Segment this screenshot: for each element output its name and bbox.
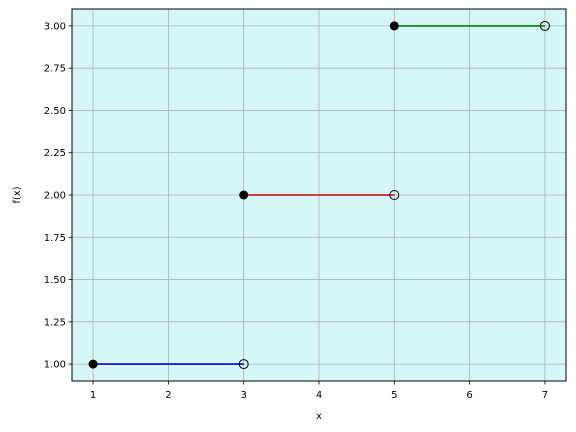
x-tick-label: 2	[165, 390, 172, 401]
segment-3-closed-point	[390, 21, 399, 30]
x-tick-label: 7	[541, 390, 549, 401]
y-tick-label: 1.75	[43, 232, 66, 244]
y-tick-label: 2.50	[43, 105, 66, 117]
x-tick-label: 4	[315, 390, 323, 401]
segment-1-closed-point	[89, 360, 98, 369]
y-tick-label: 1.25	[43, 317, 66, 329]
y-tick-label: 2.00	[43, 190, 66, 202]
y-tick-label: 1.00	[43, 359, 66, 371]
x-axis-label: x	[316, 411, 322, 422]
y-tick-label: 2.75	[43, 63, 66, 75]
y-tick-label: 3.00	[43, 21, 66, 33]
y-tick-label: 1.50	[43, 275, 66, 287]
x-tick-label: 1	[89, 390, 97, 401]
x-tick-label: 6	[466, 390, 473, 401]
y-axis-label: f(x)	[12, 186, 23, 204]
segment-2-closed-point	[239, 191, 248, 200]
x-tick-label: 3	[240, 390, 247, 401]
x-tick-label: 5	[391, 390, 398, 401]
y-tick-label: 2.25	[43, 148, 66, 160]
